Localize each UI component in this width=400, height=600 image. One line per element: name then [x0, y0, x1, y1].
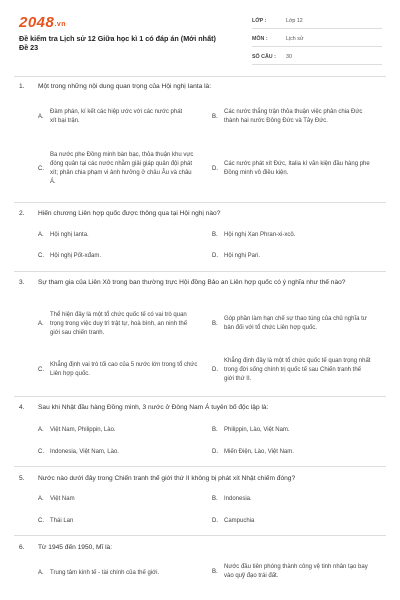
option-c[interactable]: [38, 515, 198, 527]
site-logo[interactable]: [19, 14, 66, 31]
option-text: Thái Lan: [50, 517, 74, 524]
document-title: [19, 34, 249, 52]
option-text: Các nước thắng trận thỏa thuận việc phân chia Đức thành hai nước Đông Đức và Tây Đức.: [224, 109, 363, 124]
question-number: 5.: [19, 475, 25, 482]
option-text: Đàm phán, kí kết các hiệp ước với các nước phát xít bại trận.: [50, 109, 183, 124]
option-letter: A.: [38, 320, 44, 327]
question-text: Sự tham gia của Liên Xô trong ban thường trực Hội đồng Bảo an Liên hợp quốc có ý nghĩa như thế nào?: [38, 279, 346, 286]
option-text: Thể hiện đây là một tổ chức quốc tế có vai trò quan trọng trong việc duy trì trật tự, hoà bình, an ninh thế giới sau chiến tranh.: [50, 311, 188, 336]
option-b[interactable]: [212, 424, 372, 436]
question-number: 4.: [19, 404, 25, 411]
option-c[interactable]: [38, 250, 198, 262]
option-a[interactable]: [38, 103, 188, 131]
option-text: Indonesia, Việt Nam, Lào.: [50, 448, 119, 455]
option-text: Ba nước phe Đồng minh bàn bạc, thỏa thuận khu vực đóng quân tại các nước nhằm giải giáp quân đội phát xít; phân chia phạm vi ảnh hưởng ở châu Âu và châu Á.: [50, 152, 194, 185]
option-a[interactable]: [38, 424, 198, 436]
option-d[interactable]: [212, 157, 372, 181]
header-divider: [14, 76, 386, 77]
option-letter: D.: [212, 366, 218, 373]
option-text: Nước đầu tiên phóng thành công vệ tinh nhân tạo bay vào quỹ đạo trái đất.: [224, 564, 368, 579]
option-letter: A.: [38, 113, 44, 120]
option-b[interactable]: [212, 306, 372, 342]
option-d[interactable]: [212, 352, 372, 388]
meta-label: MÔN :: [252, 36, 268, 42]
option-letter: B.: [212, 495, 218, 502]
option-letter: A.: [38, 495, 44, 502]
question-divider: [14, 202, 386, 203]
question-stem: [19, 82, 379, 92]
option-letter: C.: [38, 448, 44, 455]
meta-value: Lớp 12: [286, 18, 303, 24]
meta-label: LỚP :: [252, 18, 267, 24]
option-b[interactable]: [212, 561, 372, 583]
option-b[interactable]: [212, 99, 370, 135]
title-line-1: Đề kiểm tra Lịch sử 12 Giữa học kì 1 có đáp án (Mới nhất): [19, 34, 216, 43]
option-a[interactable]: [38, 567, 198, 579]
option-c[interactable]: [38, 356, 198, 384]
option-text: Việt Nam, Philippin, Lào.: [50, 426, 116, 433]
meta-info: [252, 14, 382, 68]
option-letter: A.: [38, 426, 44, 433]
option-b[interactable]: [212, 493, 372, 505]
option-letter: A.: [38, 569, 44, 576]
option-letter: C.: [38, 165, 44, 172]
question-text: Sau khi Nhật đầu hàng Đồng minh, 3 nước ở Đông Nam Á tuyên bố độc lập là:: [38, 404, 269, 411]
option-letter: D.: [212, 517, 218, 524]
question-stem: [19, 543, 379, 553]
question-text: Nước nào dưới đây trong Chiến tranh thế giới thứ II không bị phát xít Nhật chiếm đóng?: [38, 475, 296, 482]
option-text: Góp phần làm hạn chế sự thao túng của chủ nghĩa tư bản đối với tổ chức Liên hợp quốc.: [224, 316, 367, 331]
option-text: Khẳng định vai trò tối cao của 5 nước lớn trong tổ chức Liên hợp quốc.: [50, 362, 198, 377]
option-a[interactable]: [38, 493, 198, 505]
question-stem: [19, 474, 379, 484]
option-d[interactable]: [212, 250, 372, 262]
option-d[interactable]: [212, 446, 372, 458]
option-text: Philippin, Lào, Việt Nam.: [224, 426, 290, 433]
question-text: Một trong những nội dung quan trọng của Hội nghị Ianta là:: [38, 83, 212, 90]
option-d[interactable]: [212, 515, 372, 527]
option-letter: B.: [212, 426, 218, 433]
option-letter: B.: [212, 568, 218, 575]
meta-label: SỐ CÂU :: [252, 54, 276, 60]
option-text: Hội nghị Ianta.: [50, 231, 89, 238]
option-letter: B.: [212, 231, 218, 238]
option-a[interactable]: [38, 229, 198, 241]
option-text: Khẳng định đây là một tổ chức quốc tế quan trọng nhất trong đời sống chính trị quốc tế sau Chiến tranh thế giới thứ II.: [224, 357, 371, 382]
option-letter: B.: [212, 320, 218, 327]
logo-suffix: .vn: [54, 21, 66, 28]
option-letter: C.: [38, 252, 44, 259]
option-text: Hội nghị Pốt-xđam.: [50, 252, 102, 259]
option-letter: C.: [38, 366, 44, 373]
option-letter: C.: [38, 517, 44, 524]
option-text: Indonesia.: [224, 495, 252, 502]
option-c[interactable]: [38, 446, 198, 458]
option-b[interactable]: [212, 229, 372, 241]
meta-value: 30: [286, 54, 292, 60]
question-number: 6.: [19, 544, 25, 551]
option-text: Hội nghị Pari.: [224, 252, 261, 259]
option-letter: D.: [212, 252, 218, 259]
question-number: 1.: [19, 83, 25, 90]
question-divider: [14, 271, 386, 272]
option-a[interactable]: [38, 306, 198, 342]
option-text: Hội nghị Xan Phran-xi-xcô.: [224, 231, 296, 238]
meta-value: Lịch sử: [286, 36, 304, 42]
question-text: Hiến chương Liên hợp quốc được thông qua tại Hội nghị nào?: [38, 210, 221, 217]
option-letter: D.: [212, 448, 218, 455]
option-letter: D.: [212, 165, 218, 172]
option-text: Trung tâm kinh tế - tài chính của thế giới.: [50, 569, 160, 576]
option-text: Campuchia: [224, 517, 255, 524]
question-divider: [14, 396, 386, 397]
question-stem: [19, 278, 379, 288]
title-line-2: Đề 23: [19, 43, 39, 52]
meta-row-class: [252, 14, 382, 29]
logo-main: 2048: [19, 14, 55, 31]
question-stem: [19, 403, 379, 413]
option-text: Miến Điện, Lào, Việt Nam.: [224, 448, 294, 455]
meta-row-subject: [252, 32, 382, 47]
question-text: Từ 1945 đến 1950, Mĩ là:: [38, 544, 113, 551]
option-letter: A.: [38, 231, 44, 238]
option-text: Việt Nam: [50, 495, 75, 502]
question-divider: [14, 535, 386, 536]
question-stem: [19, 209, 379, 219]
question-number: 2.: [19, 210, 25, 217]
option-text: Các nước phát xít Đức, Italia kí văn kiện đầu hàng phe Đồng minh vô điều kiện.: [224, 161, 370, 176]
meta-row-count: [252, 50, 382, 65]
question-divider: [14, 466, 386, 467]
question-number: 3.: [19, 279, 25, 286]
option-c[interactable]: [38, 146, 198, 192]
option-letter: B.: [212, 113, 218, 120]
